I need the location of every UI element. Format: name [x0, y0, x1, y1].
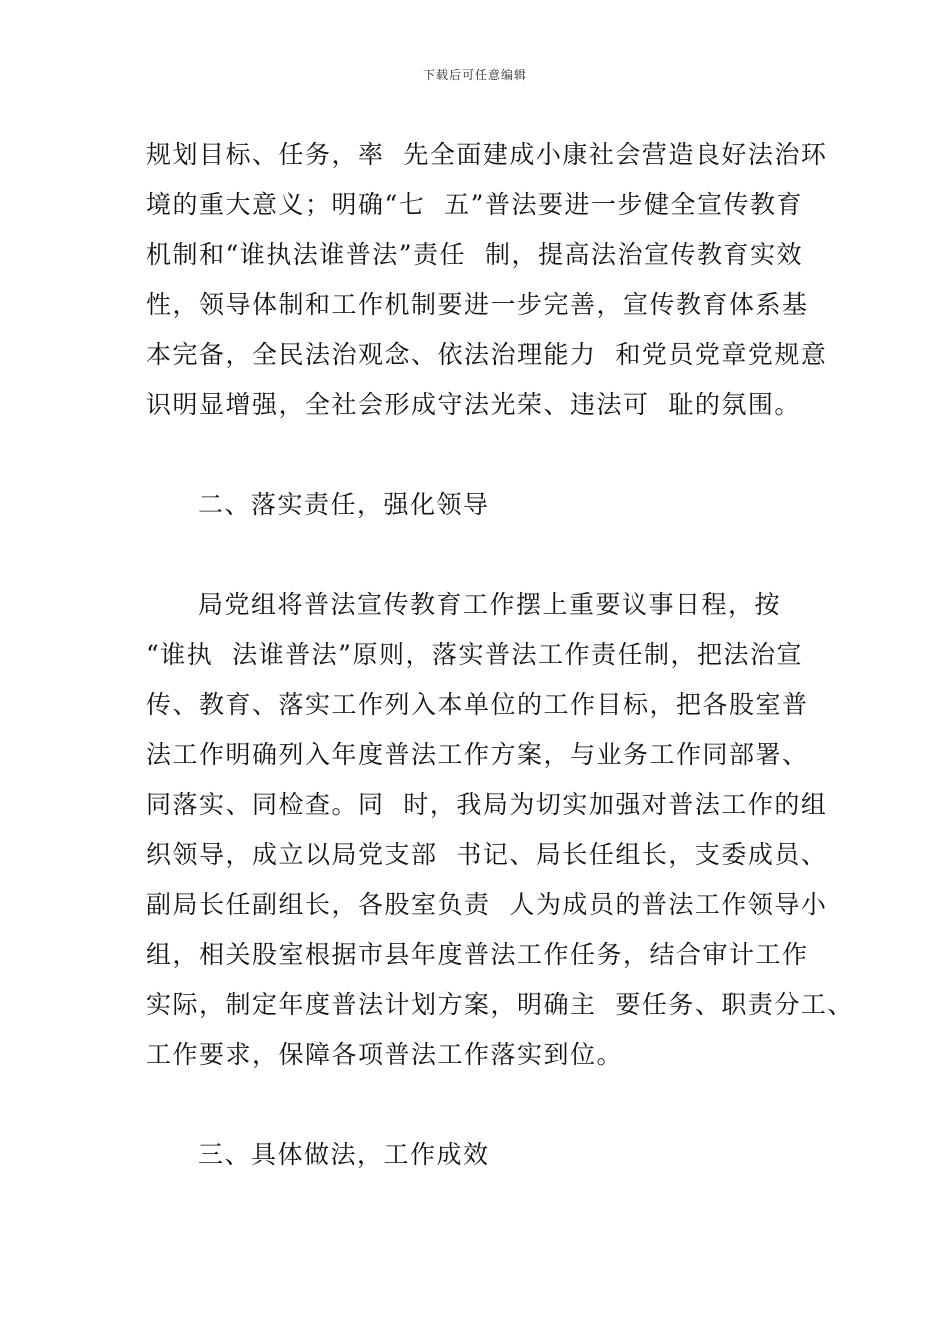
text-line: 工作要求，保障各项普法工作落实到位。 [146, 1040, 624, 1069]
text-line: 实际，制定年度普法计划方案，明确主 要任务、职责分工、 [146, 990, 854, 1019]
paragraph-goals [146, 130, 836, 430]
text-line: 本完备，全民法治观念、依法治理能力 和党员党章党规意 [146, 340, 828, 369]
text-line: 同落实、同检查。同 时，我局为切实加强对普法工作的组 [146, 790, 828, 819]
text-line: 机制和“谁执法谁普法”责任 制，提高法治宣传教育实效 [146, 240, 803, 269]
text-line: 织领导，成立以局党支部 书记、局长任组长，支委成员、 [146, 840, 828, 869]
text-line: 识明显增强，全社会形成守法光荣、违法可 耻的氛围。 [146, 390, 801, 419]
page-header-note: 下载后可任意编辑 [422, 68, 527, 82]
text-line: “谁执 法谁普法”原则，落实普法工作责任制，把法治宣 [146, 640, 803, 669]
text-line: 法工作明确列入年度普法工作方案，与业务工作同部署、 [146, 740, 809, 769]
document-body [146, 130, 854, 1180]
text-line: 组，相关股室根据市县年度普法工作任务，结合审计工作 [146, 940, 809, 969]
text-line: 副局长任副组长，各股室负责 人为成员的普法工作领导小 [146, 890, 828, 919]
paragraph-gap [146, 530, 836, 580]
paragraph-responsibility [146, 580, 854, 1080]
section-heading-2: 二、落实责任，强化领导 [198, 490, 490, 519]
paragraph-gap [146, 430, 836, 480]
text-line: 局党组将普法宣传教育工作摆上重要议事日程，按 [198, 590, 782, 619]
text-line: 性，领导体制和工作机制要进一步完善，宣传教育体系基 [146, 290, 809, 319]
section-heading-3: 三、具体做法，工作成效 [198, 1140, 490, 1169]
paragraph-gap [146, 1080, 836, 1130]
text-line: 境的重大意义；明确“七 五”普法要进一步健全宣传教育 [146, 190, 803, 219]
text-line: 规划目标、任务，率 先全面建成小康社会营造良好法治环 [146, 140, 828, 169]
text-line: 传、教育、落实工作列入本单位的工作目标，把各股室普 [146, 690, 809, 719]
